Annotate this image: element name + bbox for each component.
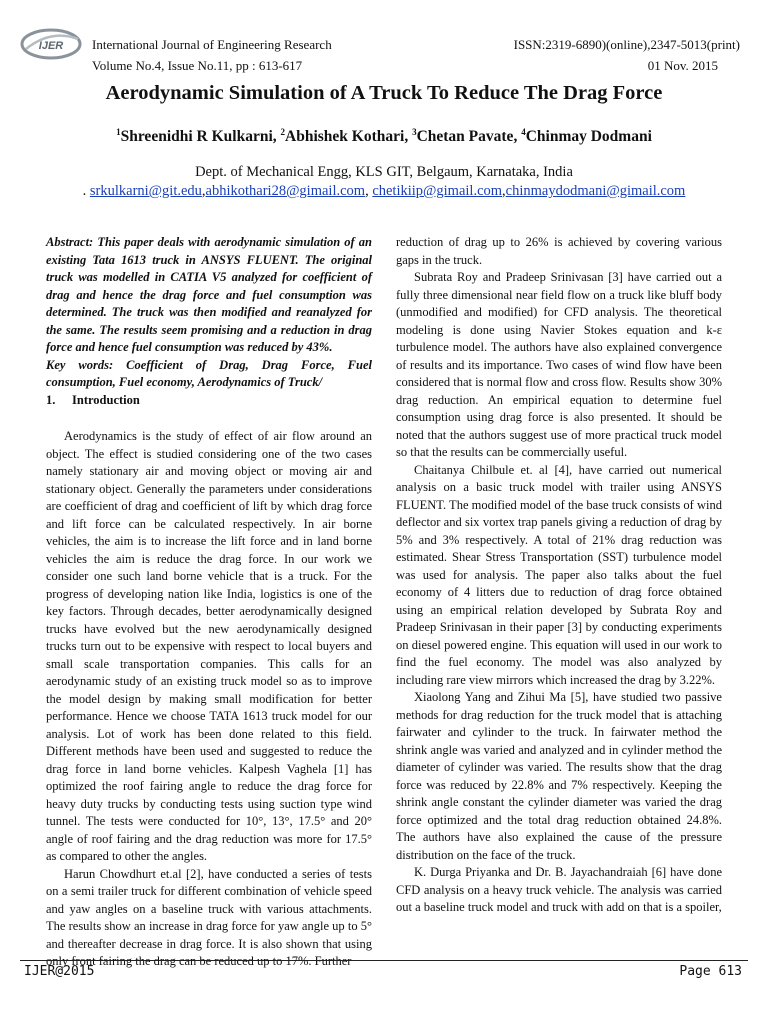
- author-2: Abhishek Kothari,: [285, 128, 413, 146]
- affiliation: Dept. of Mechanical Engg, KLS GIT, Belgaum, Karnataka, India: [195, 164, 573, 180]
- journal-logo: [20, 27, 82, 61]
- page-number: Page 613: [679, 964, 742, 979]
- footer-copyright: IJER@2015: [24, 964, 95, 979]
- issue-date: 01 Nov. 2015: [647, 58, 718, 73]
- journal-name: International Journal of Engineering Research: [92, 37, 332, 52]
- section-heading: 1. Introduction: [46, 392, 140, 407]
- paragraph: Aerodynamics is the study of effect of air flow around an object. The effect is studied considering one of the two cases namely stationary air and moving object or moving air and stationary object. Generally the parameters under considerations are coefficient of drag and coefficient of lift by which drag force and lift force can be calculated respectively. In air borne vehicles, the aim is to increase the lift force and in land borne vehicles the aim is reduce the drag force. In our work we consider one such land borne vehicle that is a truck. For the progress of developing nation like India, logistics is one of the key factors. Through decades, better aerodynamically designed trucks have evolved but the new aerodynamically designed trucks turn out to be expensive with respect to local buyers and small scale transportation companies. This calls for an aerodynamic study of an existing truck model so as to improve the model design by making small modification for better performance. Hence we choose TATA 1613 truck model for our analysis. Lot of work has been done related to this field. Different methods have been used and suggested to reduce the drag force in land borne vehicles. Kalpesh Vaghela [1] has optimized the roof fairing angle to reduce the drag force for heavy duty trucks by conducting tests using suction type wind tunnel. The tests were conducted for 10°, 13°, 17.5° and 20° angle of roof fairing and the drag reduction was more for 17.5° as compared to other the angles.: [46, 429, 372, 863]
- author-1-sup: 1: [116, 127, 121, 137]
- paragraph: Subrata Roy and Pradeep Srinivasan [3] have carried out a fully three dimensional near field flow on a truck like bluff body (unmodified and modified) for CFD analysis. The theoretical modeling is done using Navier Stokes equation and k-ε turbulence model. The authors have also explained convergence of results and its importance. Two cases of wind flow have been considered that is normal flow and cross flow. Results show 30% drag reduction. An empirical equation to determine fuel consumption using drag force is also presented. It should be noted that the authors suggest use of more practical truck model so that the results can be commercially useful.: [396, 270, 722, 459]
- email-link[interactable]: abhikothari28@gimail.com: [205, 183, 366, 199]
- author-3-sup: 3: [412, 127, 417, 137]
- email-link[interactable]: chinmaydodmani@gimail.com: [505, 183, 686, 199]
- author-1: Shreenidhi R Kulkarni,: [120, 128, 281, 146]
- author-4-sup: 4: [521, 127, 526, 137]
- paragraph: Chaitanya Chilbule et. al [4], have carried out numerical analysis on a basic truck model with trailer using ANSYS FLUENT. The modified model of the base truck consists of wind deflector and six vortex trap panels giving a reduction of drag by 5% and 3% respectively. A total of 21% drag reduction was estimated. Shear Stress Transportation (SST) turbulence model was used for analysis. The paper also talks about the fuel economy of 4 litters due to reduction of drag force obtained using an empirical relation developed by Subrata Roy and Pradeep Srinivasan in their paper [3] by conducting experiments on diesel powered engine. This equation will used in our work to find the fuel economy. The model was also analyzed by including rare view mirrors which increased the drag by 3.22%.: [396, 462, 722, 687]
- paragraph: K. Durga Priyanka and Dr. B. Jayachandraiah [6] have done CFD analysis on a heavy truck vehicle. The analysis was carried out a baseline truck model and truck with add on that is a spoiler,: [396, 865, 722, 914]
- email-link[interactable]: chetikiip@gimail.com: [372, 183, 503, 199]
- paragraph: Xiaolong Yang and Zihui Ma [5], have studied two passive methods for drag reduction for the truck model that is attaching fairwater and cylinder to the truck. In fairwater method the shrink angle was varied and analyzed and in cylinder method the diameter of cylinder was varied. The results show that the drag force was reduced by 22.8% and 7% respectively. Keeping the shrink angle constant the cylinder diameter was varied the drag force optimized and the total drag reduction obtained 24.8%. The authors have also explained the cause of the pressure distribution on the face of the truck.: [396, 690, 722, 862]
- logo-text: IJER: [38, 40, 64, 52]
- author-list: [0, 127, 768, 146]
- author-2-sup: 2: [280, 127, 286, 137]
- issn: ISSN:2319-6890)(online),2347-5013(print): [513, 37, 740, 52]
- paragraph: reduction of drag up to 26% is achieved by covering various gaps in the truck.: [396, 235, 722, 267]
- footer-divider: [20, 960, 748, 961]
- author-4: Chinmay Dodmani: [525, 128, 652, 146]
- right-column: [396, 234, 722, 917]
- volume-info: Volume No.4, Issue No.11, pp : 613-617: [92, 58, 303, 73]
- keywords: Key words: Coefficient of Drag, Drag Force, Fuel consumption, Fuel economy, Aerodynamics of Truck/: [46, 357, 372, 389]
- abstract: Abstract: This paper deals with aerodynamic simulation of an existing Tata 1613 truck in ANSYS FLUENT. The original truck was modelled in CATIA V5 analyzed for coefficient of drag and hence the drag force and fuel consumption was determined. The truck was then modified and reanalyzed for the same. The results seem promising and a reduction in drag force and hence fuel consumption was reduced by 43%.: [46, 235, 372, 354]
- email-list: . srkulkarni@git.edu,abhikothari28@gimail.com, chetikiip@gimail.com,chinmaydodmani@gimail.com: [82, 183, 686, 199]
- paper-title: Aerodynamic Simulation of A Truck To Reduce The Drag Force: [105, 82, 663, 104]
- left-column: [46, 234, 372, 971]
- author-3: Chetan Pavate,: [416, 128, 522, 146]
- email-link[interactable]: srkulkarni@git.edu: [89, 183, 202, 199]
- paragraph: Harun Chowdhurt et.al [2], have conducted a series of tests on a semi trailer truck for different combination of vehicle speed and yaw angles on a baseline truck with various attachments. The results show an increase in drag force for yaw angle up to 5° and thereafter decrease in drag force. It is also shown that using only front fairing the drag can be reduced up to 17%. Further: [46, 866, 372, 968]
